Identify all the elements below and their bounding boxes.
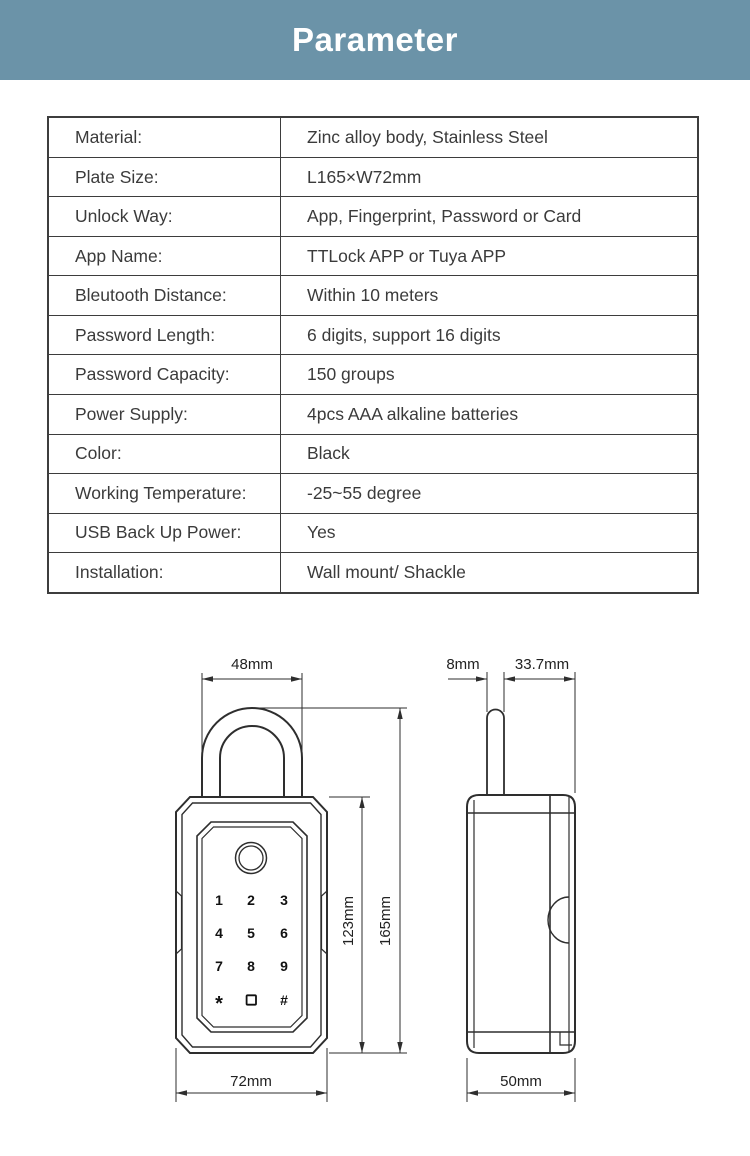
spec-value: -25~55 degree xyxy=(281,474,699,514)
side-latch-bump xyxy=(548,897,569,943)
key-0-square-icon xyxy=(247,995,256,1004)
spec-label: Unlock Way: xyxy=(48,197,281,237)
key-2: 2 xyxy=(247,892,255,908)
dimension-165mm xyxy=(252,708,407,1053)
spec-value: TTLock APP or Tuya APP xyxy=(281,236,699,276)
spec-label: Material: xyxy=(48,117,281,157)
spec-label: Password Length: xyxy=(48,315,281,355)
arrowhead-right xyxy=(291,676,302,681)
key-hash: # xyxy=(280,992,288,1008)
dimension-123mm xyxy=(329,797,370,1053)
arrowhead-down xyxy=(397,1042,402,1053)
dimension-8mm-33-7mm xyxy=(446,656,575,793)
dim-label-8mm: 8mm xyxy=(446,656,480,673)
dim-label-50mm: 50mm xyxy=(500,1073,542,1090)
arrowhead-left-at-rod xyxy=(504,676,515,681)
arrowhead-left xyxy=(467,1090,478,1095)
spec-value: Wall mount/ Shackle xyxy=(281,553,699,593)
side-bottom-step xyxy=(560,1032,572,1045)
spec-value: Within 10 meters xyxy=(281,276,699,316)
key-8: 8 xyxy=(247,958,255,974)
dim-label-33-7mm: 33.7mm xyxy=(514,656,570,673)
arrowhead-right-at-rod xyxy=(476,676,487,681)
shackle-inner-outline xyxy=(220,726,284,797)
spec-label: App Name: xyxy=(48,236,281,276)
spec-value: Yes xyxy=(281,513,699,553)
dim-label-48mm: 48mm xyxy=(231,656,273,673)
spec-label: Password Capacity: xyxy=(48,355,281,395)
dimension-48mm xyxy=(202,656,302,757)
side-body-outline xyxy=(467,795,575,1053)
dimension-50mm xyxy=(467,1058,575,1102)
spec-value: 6 digits, support 16 digits xyxy=(281,315,699,355)
key-star: * xyxy=(215,993,223,1015)
spec-value: Zinc alloy body, Stainless Steel xyxy=(281,117,699,157)
spec-value: App, Fingerprint, Password or Card xyxy=(281,197,699,237)
fingerprint-sensor-inner-ring xyxy=(239,846,263,870)
spec-label: Plate Size: xyxy=(48,157,281,197)
keypad xyxy=(215,892,288,1015)
shackle-outer-outline xyxy=(202,708,302,797)
spec-label: Color: xyxy=(48,434,281,474)
dim-label-72mm: 72mm xyxy=(230,1073,272,1090)
key-1: 1 xyxy=(215,892,223,908)
witness-lines xyxy=(202,673,302,757)
side-view-drawing xyxy=(467,710,575,1054)
arrowhead-down xyxy=(359,1042,364,1053)
arrowhead-left xyxy=(202,676,213,681)
page-title: Parameter xyxy=(292,21,458,58)
spec-value: L165×W72mm xyxy=(281,157,699,197)
spec-value: 150 groups xyxy=(281,355,699,395)
spec-label: Bleutooth Distance: xyxy=(48,276,281,316)
key-9: 9 xyxy=(280,958,288,974)
key-3: 3 xyxy=(280,892,288,908)
arrowhead-right xyxy=(564,1090,575,1095)
side-shackle-rod xyxy=(487,710,504,796)
key-4: 4 xyxy=(215,925,223,941)
arrowhead-up xyxy=(359,797,364,808)
spec-label: Working Temperature: xyxy=(48,474,281,514)
dim-label-123mm: 123mm xyxy=(340,895,357,947)
key-7: 7 xyxy=(215,958,223,974)
spec-label: USB Back Up Power: xyxy=(48,513,281,553)
spec-value: Black xyxy=(281,434,699,474)
key-6: 6 xyxy=(280,925,288,941)
fingerprint-sensor-icon xyxy=(236,843,267,874)
spec-label: Power Supply: xyxy=(48,395,281,435)
front-view-drawing xyxy=(176,708,327,1053)
arrowhead-right-at-edge xyxy=(564,676,575,681)
dim-label-165mm: 165mm xyxy=(377,895,394,947)
spec-value: 4pcs AAA alkaline batteries xyxy=(281,395,699,435)
arrowhead-right xyxy=(316,1090,327,1095)
spec-label: Installation: xyxy=(48,553,281,593)
dimension-72mm xyxy=(176,1048,327,1102)
witness-lines xyxy=(487,672,575,793)
arrowhead-up xyxy=(397,708,402,719)
arrowhead-left xyxy=(176,1090,187,1095)
key-5: 5 xyxy=(247,925,255,941)
